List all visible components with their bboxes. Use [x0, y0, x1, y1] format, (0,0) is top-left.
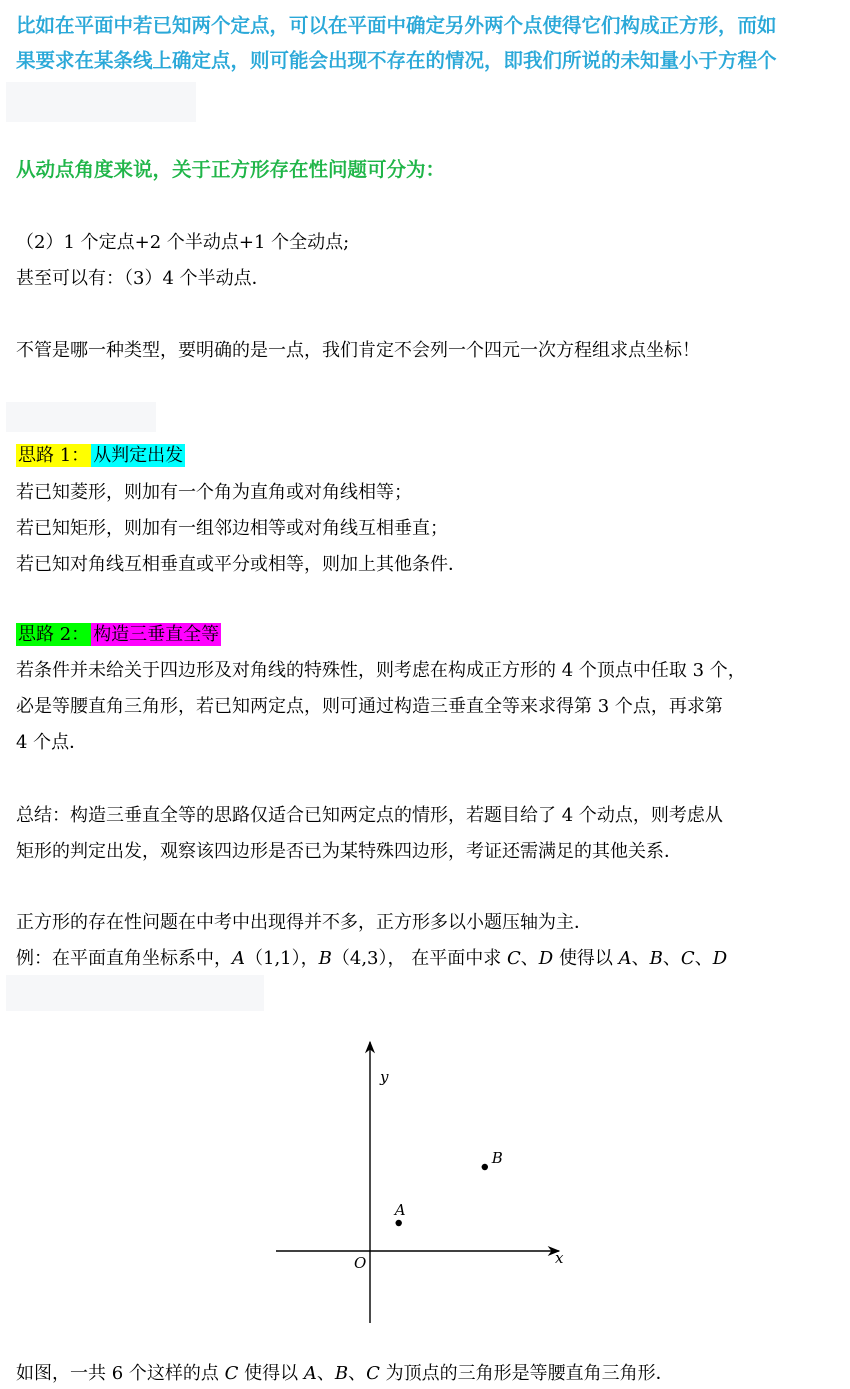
point-label-b: B [491, 1149, 503, 1167]
point-label-a: A [394, 1201, 406, 1219]
intro-line-1: 比如在平面中若已知两个定点，可以在平面中确定另外两个点使得它们构成正方形，而如 [16, 14, 777, 37]
x-axis-label: x [555, 1249, 564, 1267]
idea-2-line: 若条件并未给关于四边形及对角线的特殊性，则考虑在构成正方形的 4 个顶点中任取 3 个， [16, 660, 746, 681]
coord-b: （4,3）， [331, 948, 406, 969]
example-mid: 在平面中求 [411, 948, 502, 969]
idea-1-line: 若已知矩形，则加有一组邻边相等或对角线互相垂直； [16, 518, 448, 539]
point-b [482, 1164, 488, 1170]
idea-2-label: 思路 2： [18, 624, 90, 645]
idea-2-line: 必是等腰直角三角形，若已知两定点，则可通过构造三垂直全等来求得第 3 个点，再求第 [16, 696, 723, 717]
separator: 、 [316, 1363, 335, 1384]
section-heading: 从动点角度来说，关于正方形存在性问题可分为： [16, 158, 446, 181]
type-3: 甚至可以有：（3）4 个半动点． [16, 268, 270, 289]
example-mid2: 使得以 [558, 948, 613, 969]
var-a: A [618, 948, 632, 969]
var-d: D [712, 948, 728, 969]
figure-caption [16, 1362, 842, 1386]
faint-block-1 [6, 82, 196, 122]
caption-mid: 使得以 [244, 1363, 299, 1384]
var-a: A [232, 948, 245, 969]
separator: 、 [631, 948, 650, 969]
idea-1-heading [16, 444, 842, 468]
idea-1-line: 若已知对角线互相垂直或平分或相等，则加上其他条件． [16, 554, 466, 575]
idea-2-title: 构造三垂直全等 [93, 624, 220, 645]
var-b: B [649, 948, 663, 969]
idea-1-title: 从判定出发 [93, 445, 184, 466]
point-a [396, 1220, 402, 1226]
y-axis-label: y [380, 1068, 389, 1086]
origin-label: O [354, 1254, 367, 1272]
idea-1-label: 思路 1： [18, 445, 90, 466]
var-b: B [334, 1363, 349, 1384]
faint-block-3 [6, 975, 264, 1011]
separator: 、 [348, 1363, 367, 1384]
var-c: C [506, 948, 521, 969]
intro-line-2: 果要求在某条线上确定点，则可能会出现不存在的情况，即我们所说的未知量小于方程个 [16, 49, 777, 72]
idea-1-line: 若已知菱形，则加有一个角为直角或对角线相等； [16, 482, 412, 503]
summary-line: 总结：构造三垂直全等的思路仅适合已知两定点的情形，若题目给了 4 个动点，则考虑从 [16, 805, 723, 826]
separator: 、 [694, 948, 713, 969]
var-d: D [538, 948, 554, 969]
note: 不管是哪一种类型，要明确的是一点，我们肯定不会列一个四元一次方程组求点坐标！ [16, 340, 700, 361]
type-2: （2）1 个定点+2 个半动点+1 个全动点; [16, 232, 350, 253]
coord-a: （1,1）， [245, 948, 319, 969]
idea-2-heading [16, 623, 842, 647]
var-c: C [680, 948, 695, 969]
caption-suffix: 为顶点的三角形是等腰直角三角形． [385, 1363, 674, 1384]
var-b: B [318, 948, 332, 969]
separator: 、 [520, 948, 539, 969]
var-c: C [224, 1363, 239, 1384]
var-c: C [366, 1363, 380, 1384]
example-prefix: 例：在平面直角坐标系中， [16, 948, 232, 969]
var-a: A [303, 1363, 317, 1384]
example-line [16, 947, 842, 971]
summary-line: 矩形的判定出发，观察该四边形是否已为某特殊四边形，考证还需满足的其他关系． [16, 841, 682, 862]
caption-prefix: 如图，一共 6 个这样的点 [16, 1363, 219, 1384]
separator: 、 [662, 948, 681, 969]
idea-2-line: 4 个点． [16, 732, 88, 753]
coordinate-figure [0, 1030, 850, 1350]
faint-block-2 [6, 402, 156, 432]
remark: 正方形的存在性问题在中考中出现得并不多，正方形多以小题压轴为主． [16, 912, 592, 933]
